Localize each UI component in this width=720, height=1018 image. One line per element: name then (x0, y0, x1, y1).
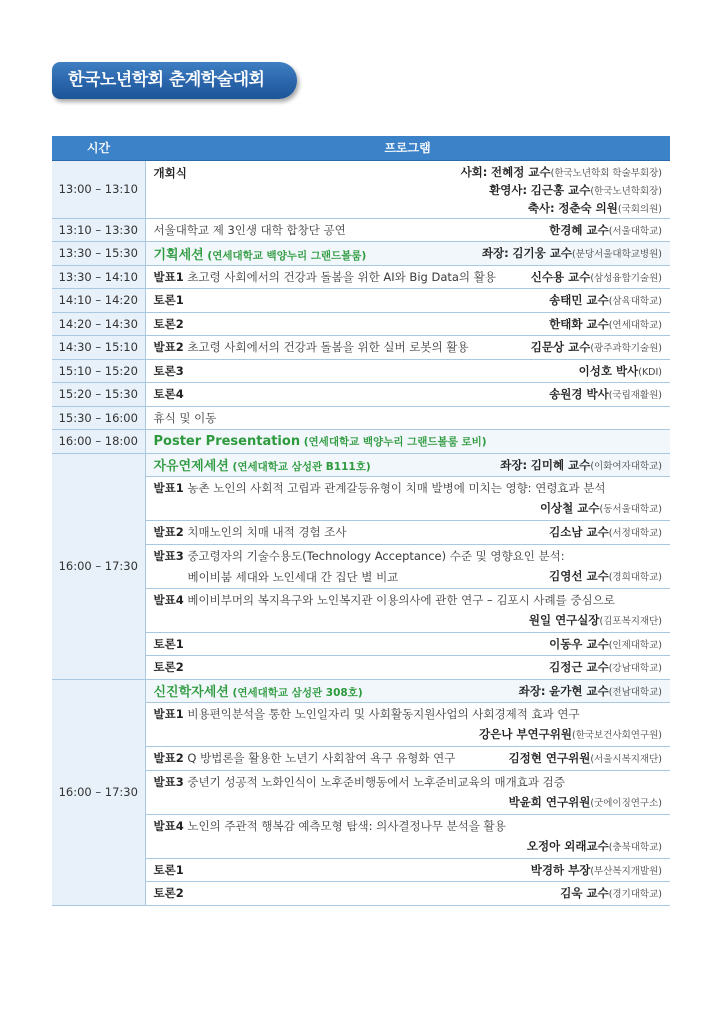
speaker-affiliation: (충북대학교) (608, 841, 662, 853)
table-row (52, 544, 670, 588)
session-venue: (연세대학교 삼성관 308호) (232, 687, 363, 700)
speaker-affiliation: (광주과학기술원) (590, 343, 662, 355)
session-header-cell (145, 679, 670, 703)
session-title: 기획세션 (153, 247, 204, 263)
speaker-affiliation: (KDI) (638, 366, 662, 378)
program-cell (145, 770, 670, 814)
speaker-name: 김문상 교수 (530, 340, 591, 355)
program-cell (145, 632, 670, 656)
item-title: 중년기 성공적 노화인식이 노후준비행동에서 노후준비교육의 매개효과 검증 (183, 774, 565, 789)
table-row (52, 632, 670, 656)
item-label: 발표2 (153, 525, 184, 540)
item-label: 토론1 (153, 636, 184, 651)
table-row (52, 814, 670, 858)
schedule-table (52, 136, 670, 906)
item-label: 발표3 (153, 548, 184, 563)
column-header-time: 시간 (52, 136, 145, 160)
speaker-name: 오정아 외래교수 (526, 838, 609, 853)
speaker-name: 신수용 교수 (530, 269, 591, 284)
speaker-affiliation: (국립재활원) (608, 390, 662, 402)
speaker-line: 환영사: 김근홍 교수(한국노년학회장) (489, 182, 662, 197)
program-cell (145, 160, 670, 218)
speaker-name: 한태화 교수 (549, 316, 609, 331)
time-cell: 15:10 – 15:20 (52, 359, 145, 383)
speaker-affiliation: (경희대학교) (608, 571, 662, 583)
program-cell (145, 747, 670, 771)
table-row (52, 747, 670, 771)
table-row (52, 770, 670, 814)
speaker-affiliation: (서울대학교) (608, 225, 662, 237)
time-cell: 14:30 – 15:10 (52, 336, 145, 360)
table-row (52, 882, 670, 906)
session-venue: (연세대학교 백양누리 그랜드볼룸 로비) (303, 435, 487, 448)
item-title: 치매노인의 치매 내적 경험 조사 (183, 525, 347, 540)
speaker-name: 강은나 부연구위원 (479, 727, 572, 741)
program-text: 서울대학교 제 3인생 대학 합창단 공연 (153, 222, 346, 237)
page-title-banner: 한국노년학회 춘계학술대회 (52, 62, 297, 99)
item-label: 발표2 (153, 340, 184, 355)
item-label: 토론4 (153, 387, 184, 402)
time-cell: 15:20 – 15:30 (52, 383, 145, 407)
program-cell (145, 703, 670, 747)
speaker-affiliation: (부산복지개발원) (590, 865, 662, 877)
chair-role: 좌장: (518, 683, 546, 698)
session-title: Poster Presentation (153, 433, 301, 449)
speaker-affiliation: (동서울대학교) (599, 504, 662, 515)
speaker-name: 이동우 교수 (549, 636, 609, 651)
speaker-affiliation: (강남대학교) (608, 663, 662, 675)
program-cell (145, 359, 670, 383)
time-cell: 13:30 – 14:10 (52, 265, 145, 289)
item-title: 중고령자의 기술수용도(Technology Acceptance) 수준 및 영향요인 분석: (183, 548, 565, 563)
table-row (52, 858, 670, 882)
speaker-affiliation: (연세대학교) (608, 319, 662, 331)
time-cell: 15:30 – 16:00 (52, 406, 145, 430)
speaker-name: 김욱 교수 (560, 886, 609, 901)
table-row-opening (52, 160, 670, 218)
speaker-affiliation: (굿에이징연구소) (590, 797, 662, 809)
table-row (52, 218, 670, 242)
speaker-line: 사회: 전혜정 교수(한국노년학회 학술부회장) (460, 164, 662, 179)
speaker-name: 박경하 부장 (530, 862, 591, 877)
chair-name: 김기웅 교수 (512, 246, 572, 261)
item-label: 발표2 (153, 751, 184, 766)
item-title: 비용편익분석을 통한 노인일자리 및 사회활동지원사업의 사회경제적 효과 연구 (183, 707, 580, 721)
item-title-line2: 베이비붐 세대와 노인세대 간 집단 별 비교 (187, 569, 399, 584)
program-cell (145, 265, 670, 289)
speaker-affiliation: (삼육대학교) (608, 296, 662, 308)
speaker-name: 송원경 박사 (549, 387, 609, 402)
time-cell: 14:20 – 14:30 (52, 312, 145, 336)
item-label: 발표1 (153, 707, 184, 721)
speaker-name: 김소남 교수 (549, 525, 609, 540)
time-cell: 16:00 – 18:00 (52, 430, 145, 454)
speaker-name: 원일 연구실장 (528, 612, 600, 627)
item-title: 초고령 사회에서의 건강과 돌봄을 위한 실버 로봇의 활용 (183, 340, 469, 355)
item-label: 토론2 (153, 660, 184, 675)
speaker-affiliation: (삼성융합기술원) (590, 272, 662, 284)
table-row (52, 289, 670, 313)
session-title: 신진학자세션 (153, 685, 229, 701)
session-title: 자유연제세션 (153, 459, 229, 475)
program-cell (145, 814, 670, 858)
column-header-program: 프로그램 (145, 136, 670, 160)
item-title: 농촌 노인의 사회적 고립과 관계갈등유형이 치매 발병에 미치는 영향: 연령효과 분석 (183, 481, 606, 495)
speaker-name: 김정현 연구위원 (508, 751, 591, 766)
item-label: 발표4 (153, 818, 184, 833)
speaker-name: 김정근 교수 (549, 660, 609, 675)
speaker-affiliation: (경기대학교) (608, 889, 662, 901)
table-row-session-header (52, 453, 670, 477)
table-row (52, 242, 670, 266)
speaker-affiliation: (서정대학교) (608, 528, 662, 540)
speaker-name: 송태민 교수 (549, 293, 609, 308)
item-label: 발표4 (153, 592, 184, 607)
item-label: 토론1 (153, 862, 184, 877)
program-cell (145, 477, 670, 521)
item-label: 발표1 (153, 481, 184, 495)
table-row (52, 588, 670, 632)
session-venue: (연세대학교 백양누리 그랜드볼룸) (207, 249, 367, 262)
program-cell (145, 858, 670, 882)
table-row (52, 336, 670, 360)
time-cell: 16:00 – 17:30 (52, 679, 145, 905)
program-text: 휴식 및 이동 (153, 410, 217, 425)
time-cell: 13:00 – 13:10 (52, 160, 145, 218)
chair-role: 좌장: (500, 457, 528, 472)
table-row (52, 406, 670, 430)
program-cell (145, 430, 670, 454)
table-row (52, 656, 670, 680)
time-cell: 13:30 – 15:30 (52, 242, 145, 266)
time-cell: 14:10 – 14:20 (52, 289, 145, 313)
program-cell (145, 218, 670, 242)
speaker-name: 박윤희 연구위원 (508, 794, 591, 809)
item-label: 토론2 (153, 886, 184, 901)
chair-name: 김미혜 교수 (530, 457, 591, 472)
opening-title: 개회식 (153, 165, 187, 180)
chair-name: 윤가현 교수 (549, 683, 609, 698)
speaker-name: 한경혜 교수 (549, 222, 609, 237)
session-venue: (연세대학교 삼성관 B111호) (232, 461, 371, 474)
program-cell (145, 544, 670, 588)
program-cell (145, 242, 670, 266)
program-cell (145, 312, 670, 336)
table-row (52, 383, 670, 407)
item-label: 토론3 (153, 363, 184, 378)
speaker-name: 이상철 교수 (539, 501, 600, 515)
speaker-affiliation: (서울시복지재단) (590, 754, 662, 766)
table-row (52, 521, 670, 545)
session-header-cell (145, 453, 670, 477)
speaker-affiliation: (인제대학교) (608, 639, 662, 651)
item-label: 발표3 (153, 774, 184, 789)
table-row (52, 703, 670, 747)
speaker-name: 김영선 교수 (549, 568, 609, 583)
table-row (52, 477, 670, 521)
item-label: 토론2 (153, 316, 184, 331)
opening-speakers (461, 164, 662, 218)
item-label: 발표1 (153, 269, 184, 284)
time-cell: 16:00 – 17:30 (52, 453, 145, 679)
item-title: Q 방법론을 활용한 노년기 사회참여 욕구 유형화 연구 (183, 751, 456, 766)
program-cell (145, 588, 670, 632)
program-cell (145, 336, 670, 360)
chair-affiliation: (이화여자대학교) (590, 460, 662, 472)
chair-affiliation: (전남대학교) (608, 686, 662, 698)
speaker-affiliation: (한국보건사회연구원) (571, 730, 662, 741)
speaker-line: 축사: 정춘숙 의원(국회의원) (527, 200, 662, 215)
table-row (52, 430, 670, 454)
program-cell (145, 521, 670, 545)
chair-role: 좌장: (481, 246, 509, 261)
program-cell (145, 656, 670, 680)
speaker-name: 이성호 박사 (578, 363, 639, 378)
table-row-session-header (52, 679, 670, 703)
time-cell: 13:10 – 13:30 (52, 218, 145, 242)
chair-affiliation: (분당서울대학교병원) (571, 249, 662, 261)
item-title: 초고령 사회에서의 건강과 돌봄을 위한 AI와 Big Data의 활용 (183, 269, 496, 284)
table-row (52, 312, 670, 336)
item-title: 노인의 주관적 행복감 예측모형 탐색: 의사결정나무 분석을 활용 (183, 818, 506, 833)
program-cell (145, 289, 670, 313)
table-row (52, 359, 670, 383)
table-row (52, 265, 670, 289)
item-title: 베이비부머의 복지욕구와 노인복지관 이용의사에 관한 연구 – 김포시 사례를 중심으로 (183, 592, 615, 607)
item-label: 토론1 (153, 293, 184, 308)
program-cell (145, 406, 670, 430)
program-cell (145, 383, 670, 407)
speaker-affiliation: (김포복지재단) (599, 615, 662, 627)
program-cell (145, 882, 670, 906)
